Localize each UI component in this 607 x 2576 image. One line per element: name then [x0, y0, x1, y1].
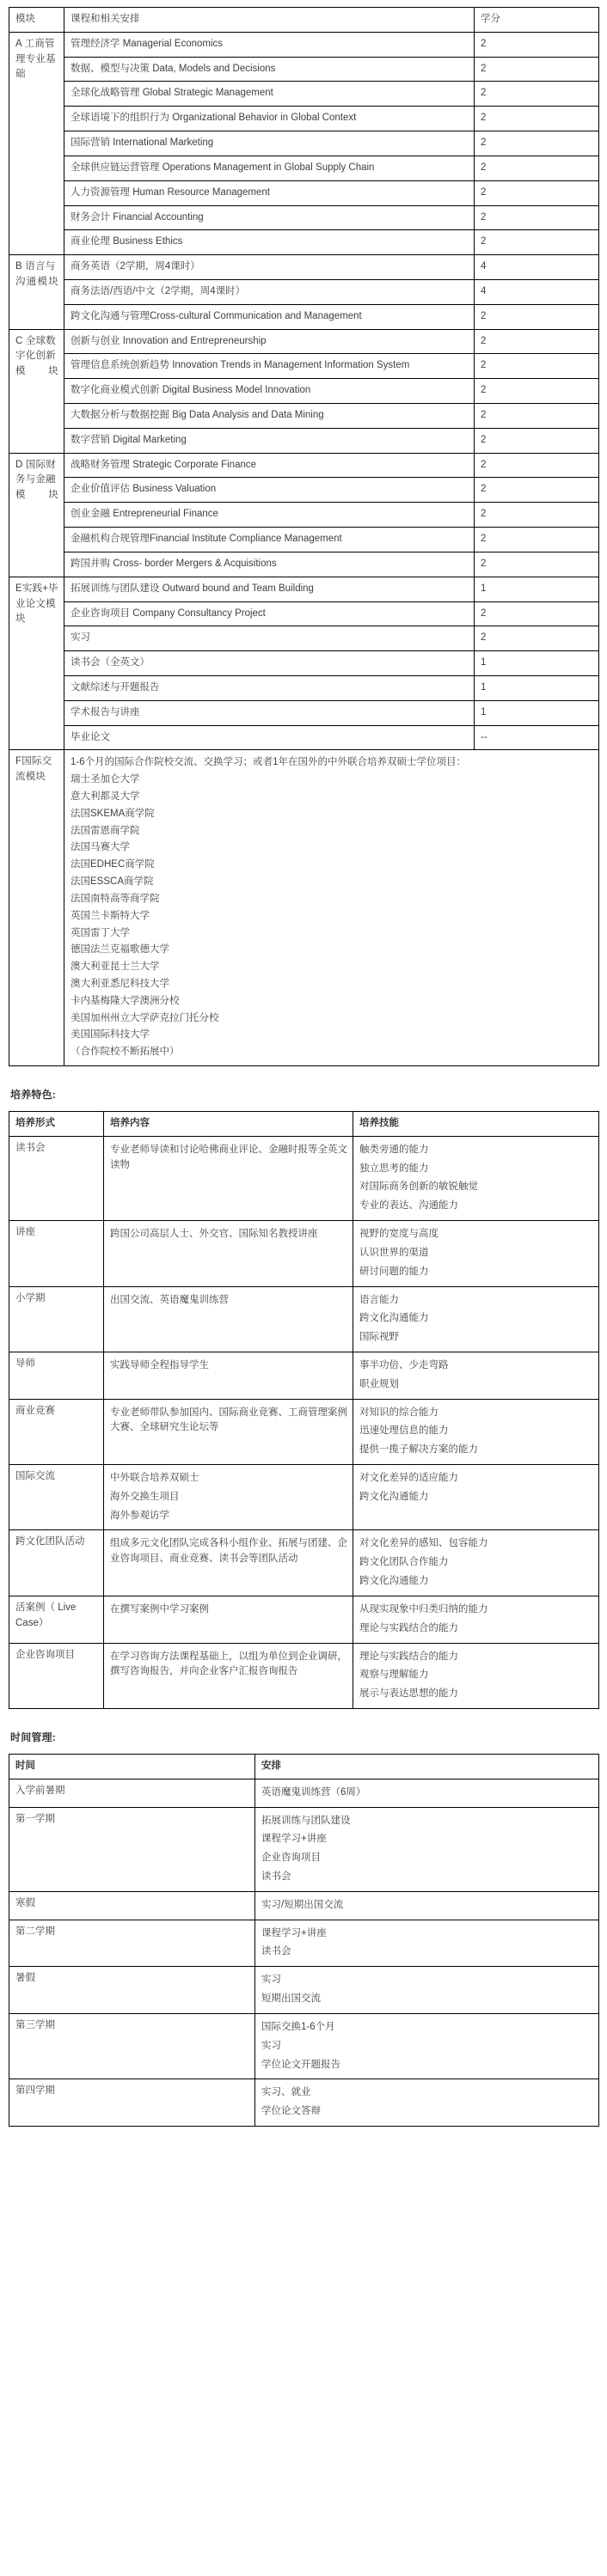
cell-line: 课程学习+讲座 [261, 1927, 327, 1938]
course-credit-cell: 2 [475, 32, 599, 57]
course-name-cell: 创业金融 Entrepreneurial Finance [64, 503, 475, 528]
course-name-cell: 商务法语/西语/中文（2学期，周4课时） [64, 279, 475, 304]
features-header-skill: 培养技能 [353, 1112, 599, 1137]
module-name-cell: F国际交流模块 [9, 750, 64, 1066]
table-row [9, 379, 599, 404]
feature-form-cell: 国际交流 [9, 1465, 104, 1530]
university-item: 法国SKEMA商学院 [71, 808, 155, 819]
cell-line: 对文化差异的感知、包容能力 [359, 1538, 488, 1549]
course-credit-cell: 2 [475, 131, 599, 156]
table-row [9, 1221, 599, 1286]
exchange-universities-cell [64, 750, 599, 1066]
university-item: 德国法兰克福歌德大学 [71, 944, 169, 955]
cell-line: 短期出国交流 [261, 1993, 321, 2005]
cell-line: 组成多元文化团队完成各科小组作业、拓展与团建、企业咨询项目、商业竞赛、读书会等团队活动 [110, 1538, 347, 1565]
features-header-row [9, 1112, 599, 1137]
features-header-form: 培养形式 [9, 1112, 104, 1137]
feature-form-cell: 企业咨询项目 [9, 1643, 104, 1708]
feature-form-cell: 商业竞赛 [9, 1399, 104, 1464]
cell-line: 触类旁通的能力 [359, 1144, 429, 1155]
feature-skills-cell [353, 1286, 599, 1352]
university-item: 英国雷丁大学 [71, 927, 130, 938]
table-row [9, 180, 599, 205]
feature-content-cell [104, 1221, 353, 1286]
course-name-cell: 毕业论文 [64, 725, 475, 750]
university-item: （合作院校不断拓展中） [71, 1047, 180, 1058]
table-row [9, 57, 599, 82]
feature-content-cell [104, 1643, 353, 1708]
table-row [9, 255, 599, 280]
table-row [9, 32, 599, 57]
course-name-cell: 创新与创业 Innovation and Entrepreneurship [64, 329, 475, 354]
course-credit-cell: -- [475, 725, 599, 750]
module-name-cell: A 工商管理专业基础 [9, 32, 64, 254]
cell-line: 视野的宽度与高度 [359, 1229, 438, 1240]
schedule-time-cell: 入学前暑期 [9, 1779, 255, 1807]
schedule-time-cell: 第三学期 [9, 2013, 255, 2079]
course-name-cell: 全球化战略管理 Global Strategic Management [64, 82, 475, 107]
schedule-time-cell: 暑假 [9, 1967, 255, 2014]
schedule-plan-cell [255, 1779, 599, 1807]
university-item: 卡内基梅隆大学澳洲分校 [71, 995, 180, 1006]
feature-skills-cell [353, 1530, 599, 1596]
table-row [9, 601, 599, 626]
university-item: 英国兰卡斯特大学 [71, 910, 150, 921]
cell-line: 学位论文开题报告 [261, 2059, 340, 2070]
table-row [9, 1920, 599, 1967]
table-row [9, 1399, 599, 1464]
cell-line: 实习 [261, 1975, 281, 1986]
schedule-plan-cell [255, 1891, 599, 1920]
table-row [9, 1136, 599, 1220]
feature-skills-cell [353, 1399, 599, 1464]
table-row [9, 1352, 599, 1399]
course-name-cell: 企业咨询项目 Company Consultancy Project [64, 601, 475, 626]
cell-line: 实习、就业 [261, 2087, 311, 2098]
university-item: 法国雷恩商学院 [71, 825, 140, 836]
schedule-caption: 时间管理: [10, 1731, 56, 1743]
schedule-plan-cell [255, 2013, 599, 2079]
course-credit-cell: 2 [475, 304, 599, 329]
features-table [9, 1111, 599, 1709]
cell-line: 专业老师带队参加国内、国际商业竞赛、工商管理案例大赛、全球研究生论坛等 [110, 1407, 347, 1433]
course-credit-cell: 2 [475, 180, 599, 205]
feature-content-cell [104, 1352, 353, 1399]
table-row [9, 1779, 599, 1807]
course-name-cell: 数字营销 Digital Marketing [64, 428, 475, 453]
table-row [9, 156, 599, 180]
table-row [9, 503, 599, 528]
cell-line: 从现实现象中归类归纳的能力 [359, 1603, 488, 1615]
feature-form-cell: 讲座 [9, 1221, 104, 1286]
cell-line: 企业咨询项目 [261, 1853, 321, 1864]
table-row [9, 577, 599, 601]
course-credit-cell: 2 [475, 626, 599, 651]
schedule-time-cell: 寒假 [9, 1891, 255, 1920]
feature-content-cell [104, 1530, 353, 1596]
module-name-cell: E实践+毕业论文模块 [9, 577, 64, 750]
cell-line: 国际视野 [359, 1332, 399, 1343]
table-row [9, 1643, 599, 1708]
feature-skills-cell [353, 1136, 599, 1220]
feature-skills-cell [353, 1352, 599, 1399]
course-credit-cell: 2 [475, 428, 599, 453]
course-credit-cell: 2 [475, 552, 599, 577]
course-credit-cell: 2 [475, 404, 599, 429]
cell-line: 迅速处理信息的能力 [359, 1425, 449, 1437]
course-name-cell: 财务会计 Financial Accounting [64, 205, 475, 230]
curriculum-header-course: 课程和相关安排 [64, 8, 475, 33]
course-name-cell: 数字化商业模式创新 Digital Business Model Innovation [64, 379, 475, 404]
cell-line: 观察与理解能力 [359, 1670, 429, 1681]
course-credit-cell: 2 [475, 503, 599, 528]
feature-content-cell [104, 1465, 353, 1530]
table-row [9, 1807, 599, 1891]
table-row [9, 725, 599, 750]
course-name-cell: 战略财务管理 Strategic Corporate Finance [64, 453, 475, 478]
course-credit-cell: 4 [475, 255, 599, 280]
table-row [9, 279, 599, 304]
features-header-content: 培养内容 [104, 1112, 353, 1137]
course-name-cell: 管理信息系统创新趋势 Innovation Trends in Management Information System [64, 354, 475, 379]
cell-line: 理论与实践结合的能力 [359, 1651, 458, 1662]
university-item: 澳大利亚昆士兰大学 [71, 961, 160, 973]
cell-line: 提供一揽子解决方案的能力 [359, 1444, 478, 1456]
cell-line: 学位论文答辩 [261, 2106, 321, 2117]
schedule-plan-cell [255, 1920, 599, 1967]
course-credit-cell: 2 [475, 453, 599, 478]
cell-line: 职业规划 [359, 1378, 399, 1389]
cell-line: 在撰写案例中学习案例 [110, 1603, 209, 1615]
table-row [9, 428, 599, 453]
cell-line: 实践导师全程指导学生 [110, 1359, 209, 1370]
cell-line: 跨国公司高层人士、外交官、国际知名教授讲座 [110, 1229, 318, 1240]
course-name-cell: 跨国并购 Cross- border Mergers & Acquisitions [64, 552, 475, 577]
feature-skills-cell [353, 1596, 599, 1643]
features-caption: 培养特色: [10, 1089, 56, 1101]
curriculum-header-row [9, 8, 599, 33]
cell-line: 语言能力 [359, 1294, 399, 1305]
table-row [9, 453, 599, 478]
feature-form-cell: 跨文化团队活动 [9, 1530, 104, 1596]
table-row [9, 1891, 599, 1920]
cell-line: 理论与实践结合的能力 [359, 1622, 458, 1633]
cell-line: 跨文化沟通能力 [359, 1491, 429, 1502]
cell-line: 海外参观访学 [110, 1510, 169, 1521]
schedule-plan-cell [255, 1807, 599, 1891]
cell-line: 国际交换1-6个月 [261, 2021, 335, 2032]
feature-skills-cell [353, 1465, 599, 1530]
course-credit-cell: 2 [475, 601, 599, 626]
course-credit-cell: 4 [475, 279, 599, 304]
cell-line: 实习/短期出国交流 [261, 1899, 344, 1910]
cell-line: 事半功倍、少走弯路 [359, 1359, 449, 1370]
table-row [9, 2079, 599, 2127]
feature-content-cell [104, 1286, 353, 1352]
course-name-cell: 文献综述与开题报告 [64, 675, 475, 700]
table-row [9, 478, 599, 503]
course-name-cell: 数据、模型与决策 Data, Models and Decisions [64, 57, 475, 82]
table-row [9, 675, 599, 700]
course-name-cell: 人力资源管理 Human Resource Management [64, 180, 475, 205]
table-row [9, 205, 599, 230]
table-row [9, 404, 599, 429]
course-name-cell: 商业伦理 Business Ethics [64, 230, 475, 255]
cell-line: 专业的表达、沟通能力 [359, 1200, 458, 1212]
curriculum-header-module: 模块 [9, 8, 64, 33]
course-credit-cell: 2 [475, 329, 599, 354]
course-credit-cell: 2 [475, 354, 599, 379]
course-name-cell: 全球供应链运营管理 Operations Management in Global Supply Chain [64, 156, 475, 180]
cell-line: 读书会 [261, 1871, 291, 1882]
feature-form-cell: 导师 [9, 1352, 104, 1399]
table-row [9, 700, 599, 725]
cell-line: 跨文化沟通能力 [359, 1576, 429, 1587]
course-name-cell: 学术报告与讲座 [64, 700, 475, 725]
university-item: 美国加州州立大学萨克拉门托分校 [71, 1012, 219, 1023]
cell-line: 研讨问题的能力 [359, 1266, 429, 1277]
table-row [9, 750, 599, 1066]
course-name-cell: 企业价值评估 Business Valuation [64, 478, 475, 503]
university-item: 美国国际科技大学 [71, 1029, 150, 1041]
course-credit-cell: 2 [475, 205, 599, 230]
schedule-time-cell: 第一学期 [9, 1807, 255, 1891]
table-row [9, 1530, 599, 1596]
table-row [9, 1465, 599, 1530]
module-name-cell: C 全球数字化创新模块 [9, 329, 64, 453]
cell-line: 英语魔鬼训练营（6周） [261, 1786, 366, 1798]
table-row [9, 329, 599, 354]
cell-line: 读书会 [261, 1946, 291, 1957]
cell-line: 独立思考的能力 [359, 1163, 429, 1174]
course-name-cell: 商务英语（2学期，周4课时） [64, 255, 475, 280]
cell-line: 在学习咨询方法课程基础上，以组为单位到企业调研，撰写咨询报告，并向企业客户汇报咨询报告 [110, 1651, 347, 1677]
curriculum-header-credit: 学分 [475, 8, 599, 33]
schedule-table [9, 1754, 599, 2127]
schedule-plan-cell [255, 2079, 599, 2127]
cell-line: 对文化差异的适应能力 [359, 1473, 458, 1483]
table-row [9, 304, 599, 329]
course-name-cell: 国际营销 International Marketing [64, 131, 475, 156]
schedule-time-cell: 第二学期 [9, 1920, 255, 1967]
course-name-cell: 大数据分析与数据挖掘 Big Data Analysis and Data Mining [64, 404, 475, 429]
cell-line: 展示与表达思想的能力 [359, 1688, 458, 1700]
table-row [9, 528, 599, 552]
course-name-cell: 管理经济学 Managerial Economics [64, 32, 475, 57]
curriculum-table [9, 7, 599, 1066]
table-row [9, 626, 599, 651]
table-row [9, 82, 599, 107]
table-row [9, 230, 599, 255]
table-row [9, 552, 599, 577]
cell-line: 认识世界的渠道 [359, 1247, 429, 1258]
university-item: 法国ESSCA商学院 [71, 876, 154, 888]
schedule-header-row [9, 1754, 599, 1779]
course-name-cell: 全球语境下的组织行为 Organizational Behavior in Global Context [64, 107, 475, 131]
course-credit-cell: 1 [475, 577, 599, 601]
schedule-header-plan: 安排 [255, 1754, 599, 1779]
course-credit-cell: 2 [475, 57, 599, 82]
course-credit-cell: 1 [475, 675, 599, 700]
course-credit-cell: 2 [475, 528, 599, 552]
table-row [9, 2013, 599, 2079]
course-credit-cell: 1 [475, 651, 599, 676]
feature-content-cell [104, 1136, 353, 1220]
university-item: 意大利都灵大学 [71, 791, 140, 802]
cell-line: 对国际商务创新的敏锐触觉 [359, 1181, 478, 1193]
university-item: 法国南特高等商学院 [71, 893, 160, 904]
cell-line: 跨文化团队合作能力 [359, 1557, 449, 1568]
table-row [9, 107, 599, 131]
feature-form-cell: 读书会 [9, 1136, 104, 1220]
course-credit-cell: 2 [475, 379, 599, 404]
university-item: 法国EDHEC商学院 [71, 859, 155, 870]
table-row [9, 651, 599, 676]
course-name-cell: 拓展训练与团队建设 Outward bound and Team Building [64, 577, 475, 601]
course-name-cell: 实习 [64, 626, 475, 651]
schedule-time-cell: 第四学期 [9, 2079, 255, 2127]
cell-line: 出国交流、英语魔鬼训练营 [110, 1294, 229, 1305]
cell-line: 海外交换生项目 [110, 1491, 180, 1502]
university-item: 澳大利亚悉尼科技大学 [71, 978, 169, 989]
feature-content-cell [104, 1596, 353, 1643]
schedule-plan-cell [255, 1967, 599, 2014]
feature-skills-cell [353, 1221, 599, 1286]
cell-line: 中外联合培养双硕士 [110, 1473, 199, 1483]
feature-content-cell [104, 1399, 353, 1464]
cell-line: 课程学习+讲座 [261, 1834, 327, 1845]
course-credit-cell: 2 [475, 230, 599, 255]
cell-line: 对知识的综合能力 [359, 1407, 438, 1418]
course-credit-cell: 1 [475, 700, 599, 725]
course-credit-cell: 2 [475, 107, 599, 131]
cell-line: 跨文化沟通能力 [359, 1313, 429, 1324]
course-name-cell: 跨文化沟通与管理Cross-cultural Communication and Management [64, 304, 475, 329]
feature-skills-cell [353, 1643, 599, 1708]
table-row [9, 131, 599, 156]
course-credit-cell: 2 [475, 82, 599, 107]
table-row [9, 1967, 599, 2014]
schedule-header-time: 时间 [9, 1754, 255, 1779]
feature-form-cell: 小学期 [9, 1286, 104, 1352]
exchange-intro: 1-6个月的国际合作院校交流、交换学习；或者1年在国外的中外联合培养双硕士学位项目： [71, 757, 467, 768]
table-row [9, 1596, 599, 1643]
module-name-cell: B 语言与沟通模块 [9, 255, 64, 329]
cell-line: 专业老师导读和讨论哈佛商业评论、金融时报等全英文读物 [110, 1144, 347, 1170]
table-row [9, 354, 599, 379]
cell-line: 实习 [261, 2040, 281, 2051]
module-name-cell: D 国际财务与金融模块 [9, 453, 64, 577]
course-credit-cell: 2 [475, 478, 599, 503]
table-row [9, 1286, 599, 1352]
cell-line: 拓展训练与团队建设 [261, 1815, 351, 1826]
university-item: 瑞士圣加仑大学 [71, 774, 140, 785]
course-name-cell: 读书会（全英文） [64, 651, 475, 676]
feature-form-cell: 活案例（ Live Case） [9, 1596, 104, 1643]
course-name-cell: 金融机构合规管理Financial Institute Compliance Management [64, 528, 475, 552]
university-item: 法国马赛大学 [71, 842, 130, 853]
course-credit-cell: 2 [475, 156, 599, 180]
